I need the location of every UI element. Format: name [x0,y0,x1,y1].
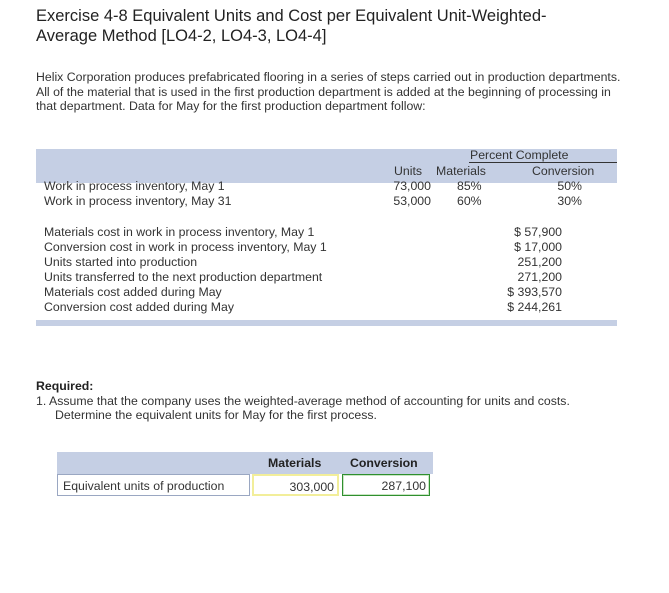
title-line-1: Exercise 4-8 Equivalent Units and Cost per Equivalent Unit-Weighted- [36,7,547,25]
cost-row-value: $ 393,570 [507,285,562,299]
conversion-header: Conversion [532,164,595,178]
cost-row-value: $ 244,261 [507,300,562,314]
percent-complete-heading: Percent Complete [470,148,569,162]
wip-conversion-pct: 50% [557,179,582,193]
required-item-line: Determine the equivalent units for May for the first process. [55,408,377,422]
conversion-answer-input[interactable]: 287,100 [342,474,430,496]
page-title [36,6,636,46]
required-heading: Required: [36,379,94,393]
required-item-line: 1. Assume that the company uses the weighted-average method of accounting for units and costs. [36,393,570,408]
cost-row-value: 271,200 [517,270,562,284]
materials-answer-input[interactable]: 303,000 [252,474,339,496]
wip-row-label: Work in process inventory, May 1 [44,179,225,193]
cost-row-value: $ 17,000 [514,240,562,254]
wip-units: 53,000 [393,194,431,208]
data-table [36,148,617,328]
units-header: Units [394,164,423,178]
wip-units: 73,000 [393,179,431,193]
eq-materials-header: Materials [268,456,322,470]
table-row [57,474,433,498]
title-line-2: Average Method [LO4-2, LO4-3, LO4-4] [36,27,327,45]
intro-line: Helix Corporation produces prefabricated flooring in a series of steps carried out in production departments. [36,70,621,84]
eq-conversion-header: Conversion [350,456,418,470]
cost-row-label: Units transferred to the next production department [44,270,323,284]
percent-complete-underline [469,162,617,163]
cost-row-label: Conversion cost in work in process inventory, May 1 [44,240,327,254]
intro-line: All of the material that is used in the first production department is added at the beginning of processing in [36,84,611,99]
eq-row-label: Equivalent units of production [57,474,250,496]
cost-row-label: Conversion cost added during May [44,300,235,314]
wip-row-label: Work in process inventory, May 31 [44,194,232,208]
cost-row-value: 251,200 [517,255,562,269]
cost-row-label: Materials cost in work in process inventory, May 1 [44,225,315,239]
required-section [36,379,570,423]
cost-row-value: $ 57,900 [514,225,562,239]
problem-description [36,70,666,114]
table-footer-band [36,320,617,326]
cost-row-label: Units started into production [44,255,198,269]
wip-materials-pct: 85% [457,179,482,193]
intro-line: that department. Data for May for the first production department follow: [36,99,426,114]
cost-row-label: Materials cost added during May [44,285,222,299]
wip-materials-pct: 60% [457,194,482,208]
materials-header: Materials [436,164,486,178]
wip-conversion-pct: 30% [557,194,582,208]
